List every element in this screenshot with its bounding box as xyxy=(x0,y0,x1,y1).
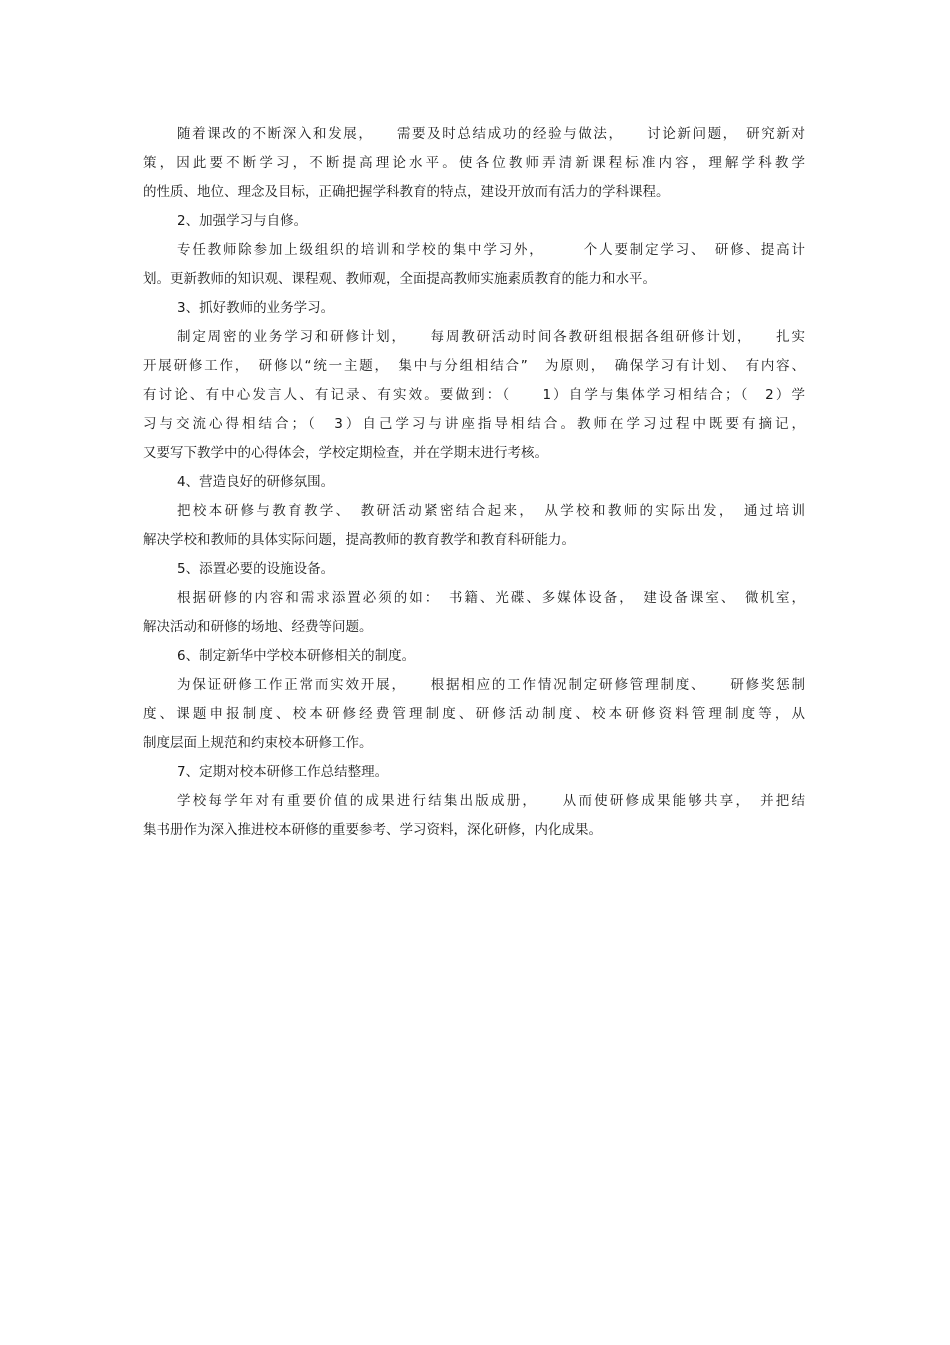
body-paragraph xyxy=(143,323,805,468)
paragraph-line: 的性质、地位、理念及目标，正确把握学科教育的特点，建设开放而有活力的学科课程。 xyxy=(143,184,670,200)
paragraph-line: 度、课题申报制度、校本研修经费管理制度、研修活动制度、校本研修资料管理制度等，从 xyxy=(143,706,805,722)
body-paragraph xyxy=(143,497,805,555)
paragraph-line: 集书册作为深入推进校本研修的重要参考、学习资料，深化研修，内化成果。 xyxy=(143,822,602,838)
paragraph-line: 划。更新教师的知识观、课程观、教师观，全面提高教师实施素质教育的能力和水平。 xyxy=(143,271,656,287)
paragraph-line: 制定周密的业务学习和研修计划， 每周教研活动时间各教研组根据各组研修计划， 扎实 xyxy=(177,329,805,345)
paragraph-line: 解决活动和研修的场地、经费等问题。 xyxy=(143,619,373,635)
heading-text: 4、营造良好的研修氛围。 xyxy=(177,474,335,490)
paragraph-line: 策，因此要不断学习，不断提高理论水平。使各位教师弄清新课程标准内容，理解学科教学 xyxy=(143,155,805,171)
paragraph-line: 学校每学年对有重要价值的成果进行结集出版成册， 从而使研修成果能够共享， 并把结 xyxy=(177,793,805,809)
document-body xyxy=(143,120,805,845)
paragraph-line: 专任教师除参加上级组织的培训和学校的集中学习外， 个人要制定学习、 研修、提高计 xyxy=(177,242,805,258)
section-heading xyxy=(143,294,805,323)
paragraph-line: 随着课改的不断深入和发展， 需要及时总结成功的经验与做法， 讨论新问题， 研究新对 xyxy=(177,126,805,142)
heading-text: 2、加强学习与自修。 xyxy=(177,213,308,229)
paragraph-line: 制度层面上规范和约束校本研修工作。 xyxy=(143,735,373,751)
heading-text: 3、抓好教师的业务学习。 xyxy=(177,300,335,316)
paragraph-line: 开展研修工作， 研修以“统一主题， 集中与分组相结合” 为原则， 确保学习有计划、 有内容、 xyxy=(143,358,805,374)
paragraph-line: 又要写下教学中的心得体会，学校定期检查，并在学期末进行考核。 xyxy=(143,445,548,461)
section-heading xyxy=(143,555,805,584)
paragraph-line: 为保证研修工作正常而实效开展， 根据相应的工作情况制定研修管理制度、 研修奖惩制 xyxy=(177,677,805,693)
paragraph-line: 解决学校和教师的具体实际问题，提高教师的教育教学和教育科研能力。 xyxy=(143,532,575,548)
body-paragraph xyxy=(143,120,805,207)
heading-text: 5、添置必要的设施设备。 xyxy=(177,561,335,577)
heading-text: 6、制定新华中学校本研修相关的制度。 xyxy=(177,648,416,664)
paragraph-line: 有讨论、有中心发言人、有记录、有实效。要做到：（ 1）自学与集体学习相结合；（ 2）学 xyxy=(143,387,805,403)
paragraph-line: 根据研修的内容和需求添置必须的如： 书籍、光碟、多媒体设备， 建设备课室、 微机室， xyxy=(177,590,805,606)
body-paragraph xyxy=(143,584,805,642)
section-heading xyxy=(143,758,805,787)
section-heading xyxy=(143,642,805,671)
body-paragraph xyxy=(143,236,805,294)
heading-text: 7、定期对校本研修工作总结整理。 xyxy=(177,764,389,780)
body-paragraph xyxy=(143,671,805,758)
paragraph-line: 把校本研修与教育教学、 教研活动紧密结合起来， 从学校和教师的实际出发， 通过培训 xyxy=(177,503,805,519)
section-heading xyxy=(143,468,805,497)
section-heading xyxy=(143,207,805,236)
paragraph-line: 习与交流心得相结合；（ 3）自己学习与讲座指导相结合。教师在学习过程中既要有摘记， xyxy=(143,416,805,432)
body-paragraph xyxy=(143,787,805,845)
